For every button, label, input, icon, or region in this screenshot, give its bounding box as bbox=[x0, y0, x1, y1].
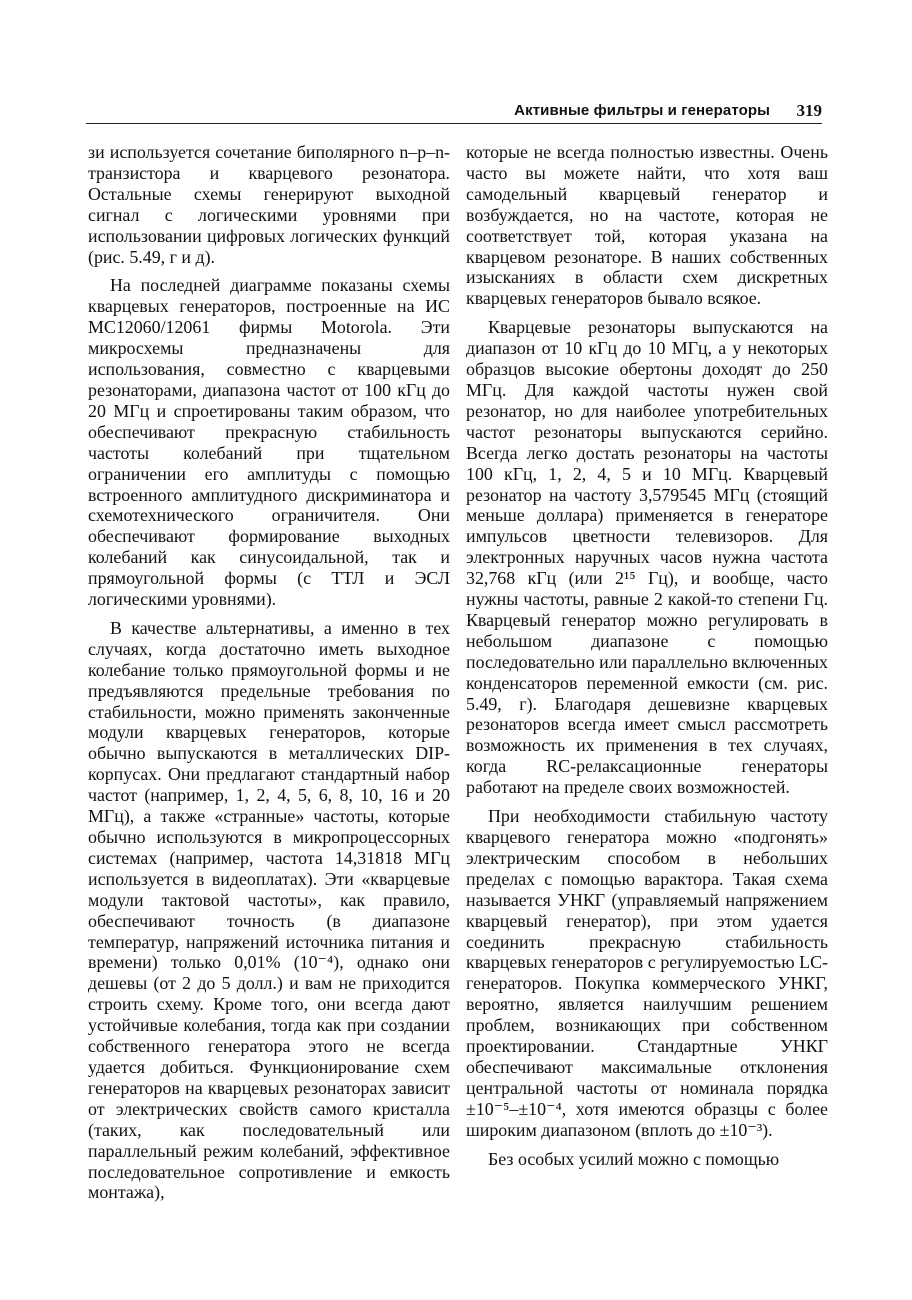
paragraph: В качестве альтернативы, а именно в тех случаях, когда достаточно иметь выходное колебание только прямоугольной формы и не предъявляются предельные требования по стабильности, можно применять законченные модули кварцевых генераторов, которые обычно выпускаются в металлических DIP-корпусах. Они предлагают стандартный набор частот (например, 1, 2, 4, 5, 6, 8, 10, 16 и 20 МГц), а также «странные» частоты, которые обычно используются в микропроцессорных системах (например, частота 14,31818 МГц используется в видеоплатах). Эти «кварцевые модули тактовой частоты», как правило, обеспечивают точность (в диапазоне температур, напряжений источника питания и времени) только 0,01% (10⁻⁴), однако они дешевы (от 2 до 5 долл.) и вам не приходится строить схему. Кроме того, они всегда дают устойчивые колебания, тогда как при создании собственного генератора этого не всегда удается добиться. Функционирование схем генераторов на кварцевых резонаторах зависит от электрических свойств самого кристалла (таких, как последовательный или параллельный режим колебаний, эффективное последовательное сопротивление и емкость монтажа), bbox=[88, 617, 450, 1203]
page-number: 319 bbox=[796, 101, 822, 120]
paragraph: Кварцевые резонаторы выпускаются на диапазон от 10 кГц до 10 МГц, а у некоторых образцов высокие обертоны доходят до 250 МГц. Для каждой частоты нужен свой резонатор, но для наиболее употребительных частот резонаторы выпускаются серийно. Всегда легко достать резонаторы на частоты 100 кГц, 1, 2, 4, 5 и 10 МГц. Кварцевый резонатор на частоту 3,579545 МГц (стоящий меньше доллара) применяется в генераторе импульсов цветности телевизоров. Для электронных наручных часов нужна частота 32,768 кГц (или 2¹⁵ Гц), и вообще, часто нужны частоты, равные 2 какой-то степени Гц. Кварцевый генератор можно регулировать в небольшом диапазоне с помощью последовательно или параллельно включенных конденсаторов переменной емкости (см. рис. 5.49, г). Благодаря дешевизне кварцевых резонаторов всегда имеет смысл рассмотреть возможность их применения в тех случаях, когда RC-релаксационные генераторы работают на пределе своих возможностей. bbox=[466, 317, 828, 798]
running-header bbox=[86, 100, 822, 124]
paragraph: зи используется сочетание биполярного n–p–n-транзистора и кварцевого резонатора. Остальные схемы генерируют выходной сигнал с логическими уровнями при использовании цифровых логических функций (рис. 5.49, г и д). bbox=[88, 142, 450, 267]
paragraph: Без особых усилий можно с помощью bbox=[488, 1148, 780, 1169]
right-column bbox=[466, 142, 828, 1170]
chapter-title: Активные фильтры и генераторы bbox=[514, 102, 770, 119]
left-column bbox=[88, 142, 450, 1203]
paragraph: При необходимости стабильную частоту кварцевого генератора можно «подгонять» электрическим способом в небольших пределах с помощью варактора. Такая схема называется УНКГ (управляемый напряжением кварцевый генератор), при этом удается соединить прекрасную стабильность кварцевых генераторов с регулируемостью LC-генераторов. Покупка коммерческого УНКГ, вероятно, является наилучшим решением проблем, возникающих при собственном проектировании. Стандартные УНКГ обеспечивают максимальные отклонения центральной частоты от номинала порядка ±10⁻⁵–±10⁻⁴, хотя имеются образцы с более широким диапазоном (вплоть до ±10⁻³). bbox=[466, 806, 828, 1140]
paragraph: которые не всегда полностью известны. Очень часто вы можете найти, что хотя ваш самодельный кварцевый генератор и возбуждается, но на частоте, которая не соответствует той, которая указана на кварцевом резонаторе. В наших собственных изысканиях в области схем дискретных кварцевых генераторов бывало всякое. bbox=[466, 142, 828, 309]
paragraph: На последней диаграмме показаны схемы кварцевых генераторов, построенные на ИС МС12060/12061 фирмы Motorola. Эти микросхемы предназначены для использования, совместно с кварцевыми резонаторами, диапазона частот от 100 кГц до 20 МГц и спроетированы таким образом, что обеспечивают прекрасную стабильность частоты колебаний при тщательном ограничении его амплитуды с помощью встроенного амплитудного дискриминатора и схемотехнического ограничителя. Они обеспечивают формирование выходных колебаний как синусоидальной, так и прямоугольной формы (с ТТЛ и ЭСЛ логическими уровнями). bbox=[88, 275, 450, 610]
